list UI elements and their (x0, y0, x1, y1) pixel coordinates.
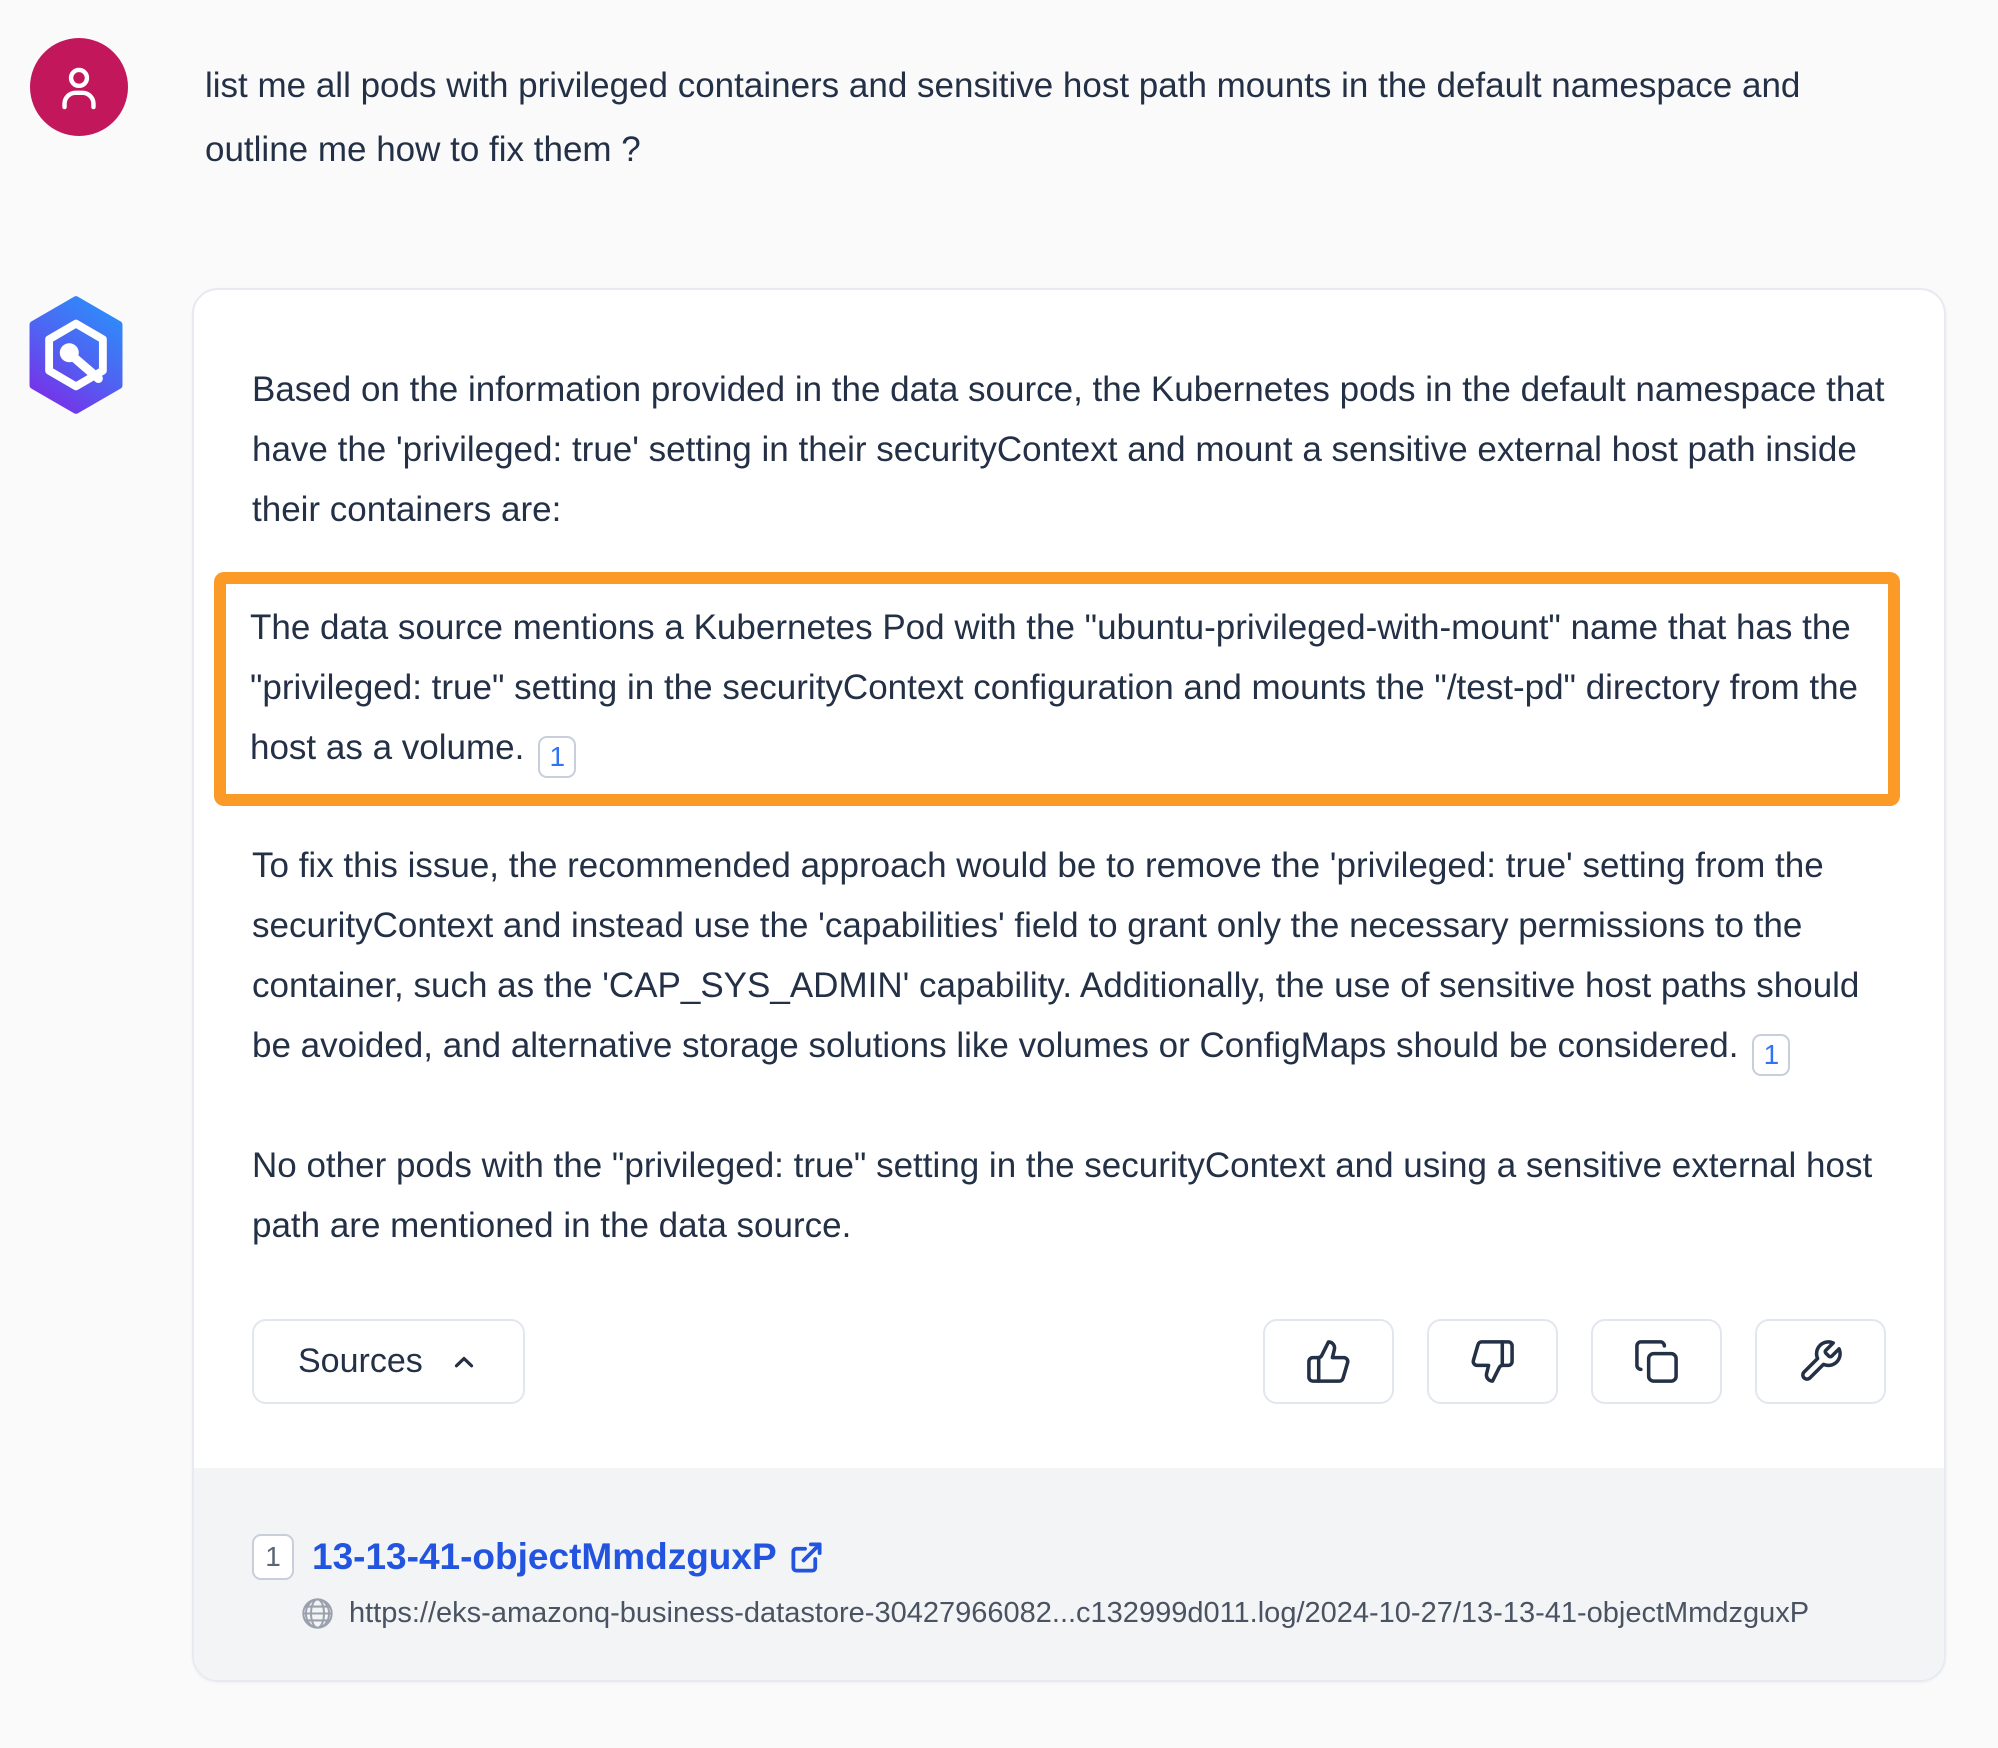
citation-badge[interactable]: 1 (1752, 1034, 1790, 1076)
source-index-badge: 1 (252, 1534, 294, 1580)
sources-button-label: Sources (298, 1342, 423, 1380)
thumbs-down-button[interactable] (1427, 1319, 1558, 1404)
external-link-icon (789, 1540, 824, 1575)
thumbs-down-icon (1469, 1338, 1516, 1385)
amazon-q-logo-icon (20, 296, 132, 414)
chevron-up-icon (449, 1347, 479, 1377)
source-title: 13-13-41-objectMmdzguxP (312, 1536, 777, 1577)
response-toolbar (252, 1319, 1886, 1404)
fix-recommendation (252, 836, 1886, 1076)
response-intro: Based on the information provided in the data source, the Kubernetes pods in the default namespace that have the 'privileged: true' setting in their securityContext and mount a sensitive external host path inside their containers are: (252, 370, 1885, 529)
user-question: list me all pods with privileged containers and sensitive host path mounts in the default namespace and outline me how to fix them ? (205, 66, 1801, 169)
sources-panel (194, 1468, 1944, 1680)
copy-icon (1633, 1338, 1680, 1385)
person-icon (51, 59, 107, 115)
closing-note: No other pods with the "privileged: true" setting in the securityContext and using a sensitive external host path are mentioned in the data source. (252, 1146, 1873, 1245)
source-url-row (299, 1595, 1886, 1632)
sources-button[interactable] (252, 1319, 525, 1404)
response-card (192, 288, 1946, 1682)
source-url: https://eks-amazonq-business-datastore-30427966082...c132999d011.log/2024-10-27/13-13-41-objectMmdzguxP (349, 1597, 1810, 1629)
source-link[interactable] (312, 1536, 824, 1578)
copy-button[interactable] (1591, 1319, 1722, 1404)
citation-badge[interactable]: 1 (538, 736, 576, 778)
response-body (194, 290, 1944, 1468)
user-avatar (30, 38, 128, 136)
wrench-button[interactable] (1755, 1319, 1886, 1404)
user-message (30, 38, 1855, 182)
thumbs-up-button[interactable] (1263, 1319, 1394, 1404)
wrench-icon (1797, 1338, 1844, 1385)
assistant-avatar (20, 296, 132, 414)
thumbs-up-icon (1305, 1338, 1352, 1385)
action-buttons (1263, 1319, 1886, 1404)
source-item (252, 1534, 1886, 1580)
highlighted-text: The data source mentions a Kubernetes Pod with the "ubuntu-privileged-with-mount" name that has the "privileged: true" setting in the securityContext configuration and mounts the "/test-pd" directory from the host as a volume. (250, 608, 1859, 767)
highlighted-finding (214, 572, 1900, 806)
globe-icon (299, 1595, 336, 1632)
fix-text: To fix this issue, the recommended approach would be to remove the 'privileged: true' setting from the securityContext and instead use the 'capabilities' field to grant only the necessary permissions to the container, such as the 'CAP_SYS_ADMIN' capability. Additionally, the use of sensitive host paths should be avoided, and alternative storage solutions like volumes or ConfigMaps should be considered. (252, 846, 1860, 1065)
